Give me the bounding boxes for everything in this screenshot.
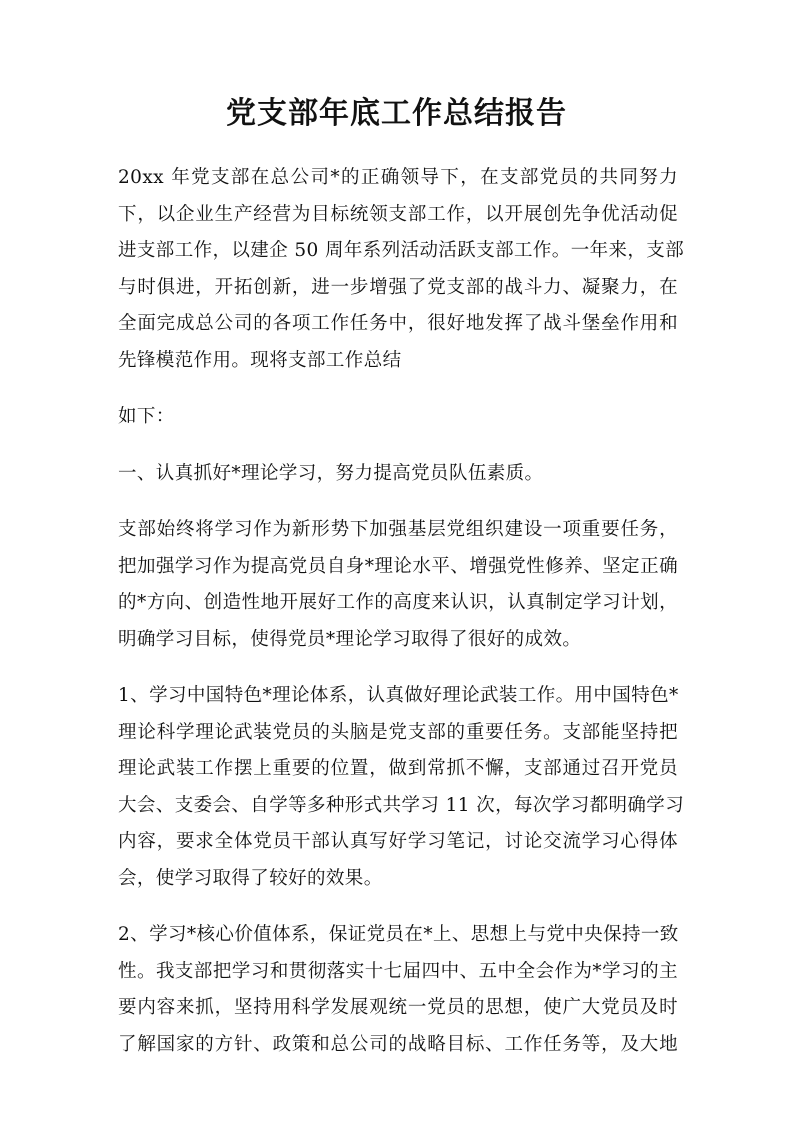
text-line: 把加强学习作为提高党员自身*理论水平、增强党性修养、坚定正确 <box>118 555 678 577</box>
page-title: 党支部年底工作总结报告 <box>226 96 567 131</box>
paragraph-intro <box>118 160 685 379</box>
text-line: 大会、支委会、自学等多种形式共学习 11 次，每次学习都明确学习 <box>118 794 685 816</box>
paragraph-study <box>118 512 678 658</box>
text-line: 了解国家的方针、政策和总公司的战略目标、工作任务等，及大地 <box>118 1033 678 1055</box>
text-line: 会，使学习取得了较好的效果。 <box>118 867 383 889</box>
text-line: 与时俱进，开拓创新，进一步增强了党支部的战斗力、凝聚力，在 <box>118 276 678 298</box>
text-line: 下，以企业生产经营为目标统领支部工作，以开展创先争优活动促 <box>118 203 678 225</box>
text-line: 理论武装工作摆上重要的位置，做到常抓不懈，支部通过召开党员 <box>118 758 678 779</box>
text-line: 2、学习*核心价值体系，保证党员在*上、思想上与党中央保持一致 <box>118 924 679 945</box>
section-heading-1 <box>118 456 678 493</box>
text-line: 20xx 年党支部在总公司*的正确领导下，在支部党员的共同努力 <box>118 167 678 188</box>
paragraph-item-1 <box>118 678 685 897</box>
text-line: 要内容来抓，坚持用科学发展观统一党员的思想，使广大党员及时 <box>118 997 678 1018</box>
text-line: 一、认真抓好*理论学习，努力提高党员队伍素质。 <box>118 462 544 484</box>
text-line: 明确学习目标，使得党员*理论学习取得了很好的成效。 <box>118 628 582 650</box>
text-line: 先锋模范作用。现将支部工作总结 <box>118 349 402 371</box>
text-line: 性。我支部把学习和贯彻落实十七届四中、五中全会作为*学习的主 <box>118 960 678 982</box>
text-line: 全面完成总公司的各项工作任务中，很好地发挥了战斗堡垒作用和 <box>118 313 678 334</box>
paragraph-as-follows <box>118 399 678 436</box>
text-line: 1、学习中国特色*理论体系，认真做好理论武装工作。用中国特色* <box>118 685 679 706</box>
text-line: 进支部工作，以建企 50 周年系列活动活跃支部工作。一年来，支部 <box>118 240 685 261</box>
text-line: 内容，要求全体党员干部认真写好学习笔记，讨论交流学习心得体 <box>118 831 678 852</box>
text-line: 支部始终将学习作为新形势下加强基层党组织建设一项重要任务， <box>118 519 678 540</box>
text-line: 理论科学理论武装党员的头脑是党支部的重要任务。支部能坚持把 <box>118 721 678 743</box>
document-body <box>118 160 685 1083</box>
text-line: 如下： <box>118 406 175 427</box>
paragraph-item-2 <box>118 917 678 1063</box>
text-line: 的*方向、创造性地开展好工作的高度来认识，认真制定学习计划， <box>118 592 678 613</box>
